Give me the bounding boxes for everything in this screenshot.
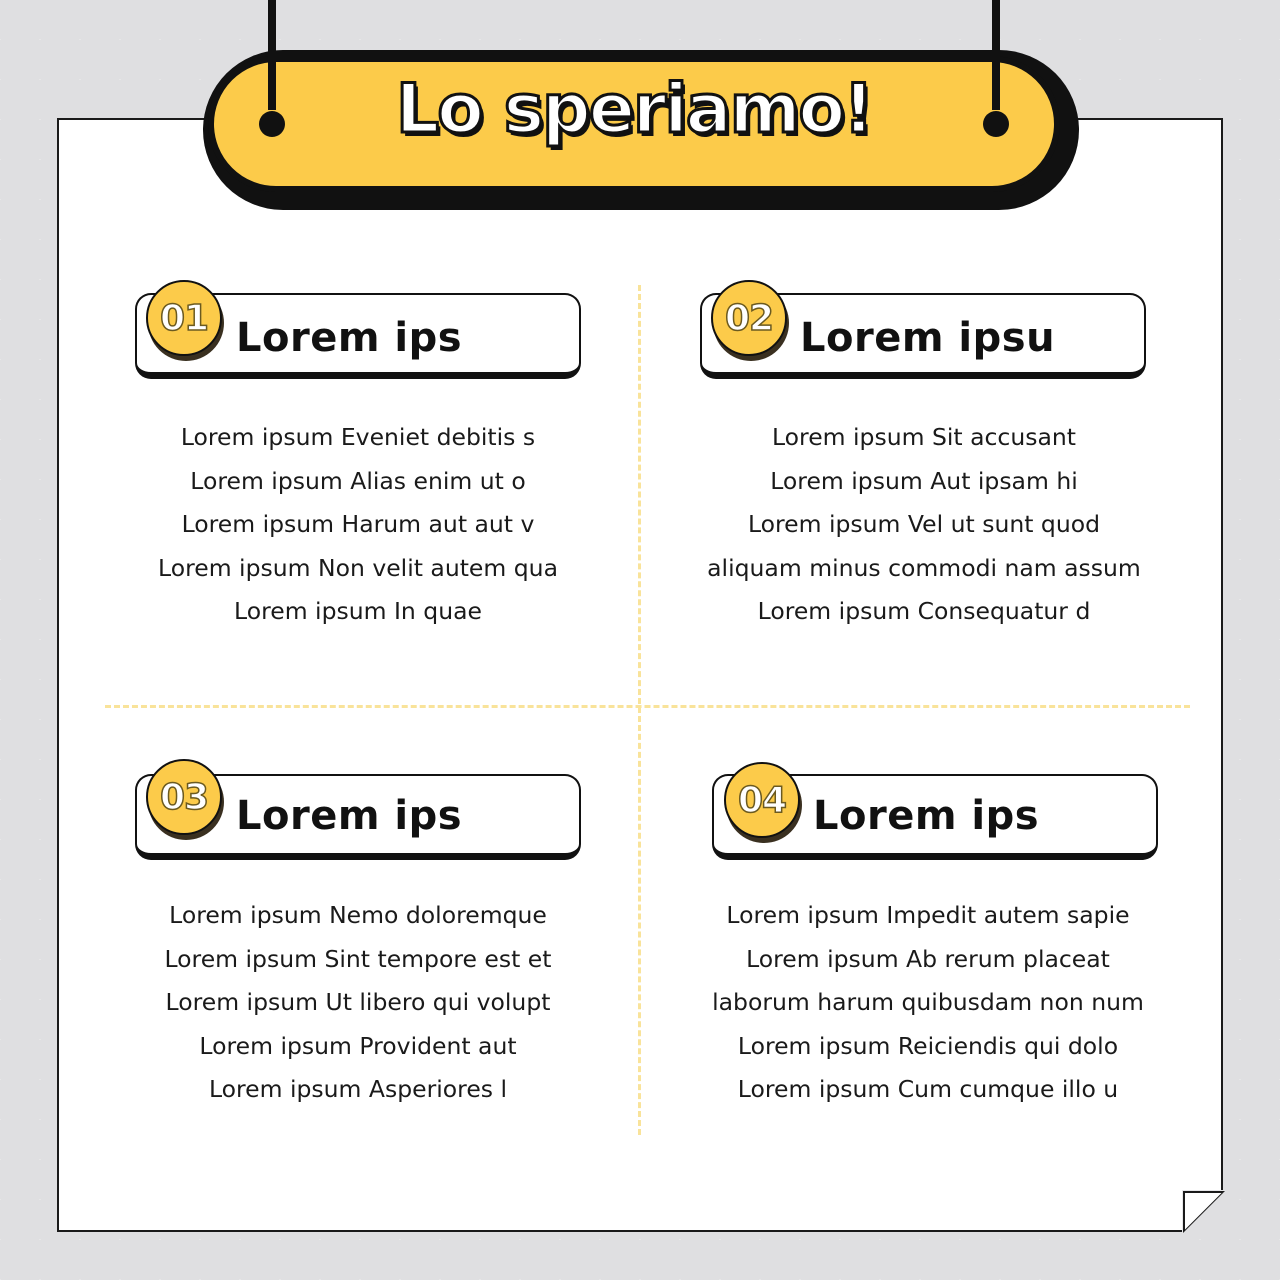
- description-line: Lorem ipsum Nemo doloremque: [169, 901, 547, 929]
- description-line: Lorem ipsum In quae: [234, 597, 482, 626]
- section-description-02: [674, 416, 1174, 634]
- section-title-01: Lorem ips: [236, 315, 463, 361]
- description-line: Lorem ipsum Cum cumque illo u: [737, 1075, 1119, 1104]
- section-description-01: [108, 416, 608, 634]
- description-line: Lorem ipsum Vel ut sunt quod: [747, 510, 1101, 539]
- number-badge-02: 02: [711, 280, 787, 356]
- vertical-divider: [638, 285, 641, 1135]
- description-line: Lorem ipsum Eveniet debitis s: [180, 423, 536, 451]
- section-description-03: [108, 894, 608, 1112]
- section-title-02: Lorem ipsu: [800, 315, 1056, 361]
- number-badge-03: 03: [146, 759, 222, 835]
- description-line: Lorem ipsum Consequatur d: [757, 597, 1091, 626]
- horizontal-divider: [105, 705, 1190, 708]
- description-line: Lorem ipsum Provident aut: [199, 1031, 517, 1060]
- description-line: Lorem ipsum Aut ipsam hi: [770, 466, 1078, 495]
- description-line: Lorem ipsum Asperiores l: [208, 1075, 508, 1104]
- description-line: Lorem ipsum Non velit autem qua: [158, 553, 558, 582]
- description-line: Lorem ipsum Reiciendis qui dolo: [737, 1031, 1119, 1060]
- description-line: Lorem ipsum Alias enim ut o: [190, 466, 526, 495]
- number-badge-04: 04: [724, 762, 800, 838]
- description-line: Lorem ipsum Sit accusant: [772, 423, 1076, 451]
- description-line: Lorem ipsum Ab rerum placeat: [746, 944, 1110, 973]
- description-line: Lorem ipsum Ut libero qui volupt: [165, 988, 551, 1017]
- description-line: laborum harum quibusdam non num: [712, 988, 1144, 1017]
- section-title-03: Lorem ips: [236, 793, 463, 839]
- banner-title: Lo speriamo!: [395, 70, 873, 149]
- number-badge-01: 01: [146, 280, 222, 356]
- description-line: Lorem ipsum Sint tempore est et: [164, 944, 552, 973]
- section-title-04: Lorem ips: [813, 793, 1040, 839]
- page-fold-corner: [1182, 1190, 1226, 1234]
- description-line: aliquam minus commodi nam assum: [707, 553, 1141, 582]
- section-description-04: [678, 894, 1178, 1112]
- description-line: Lorem ipsum Impedit autem sapie: [726, 901, 1130, 929]
- description-line: Lorem ipsum Harum aut aut v: [181, 510, 535, 539]
